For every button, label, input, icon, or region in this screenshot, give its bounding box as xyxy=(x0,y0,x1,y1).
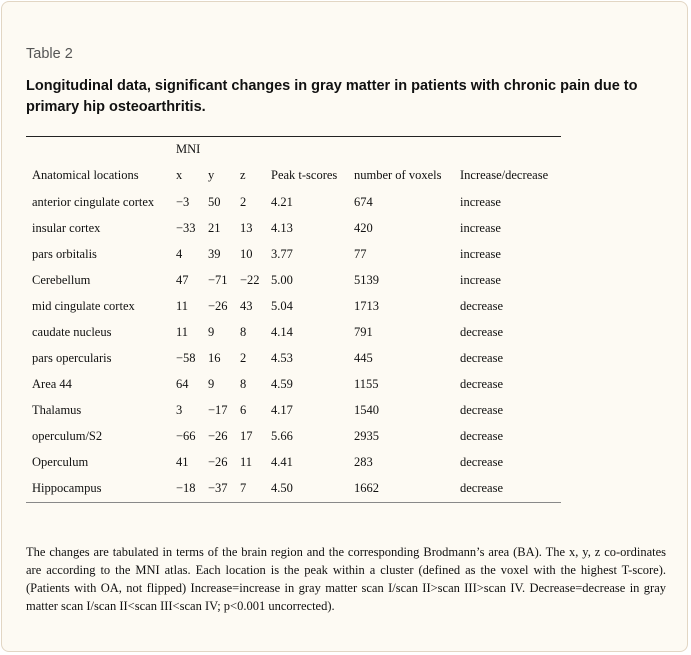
cell-location: pars orbitalis xyxy=(32,247,97,261)
table-row xyxy=(2,429,602,455)
cell-voxels: 1713 xyxy=(354,299,379,313)
cell-y: 16 xyxy=(208,351,221,365)
cell-y: 39 xyxy=(208,247,221,261)
cell-peak-t: 4.13 xyxy=(271,221,293,235)
cell-direction: decrease xyxy=(460,481,504,495)
cell-z: −22 xyxy=(240,273,260,287)
cell-z: 7 xyxy=(240,481,247,495)
cell-direction: increase xyxy=(460,247,501,261)
table-footnote: The changes are tabulated in terms of the brain region and the corresponding Brodmann’s area (BA). The x, y, z co-ordinates are according to the MNI atlas. Each location is the peak within a cluster (defined as the voxel with the highest T-score). (Patients with OA, not flipped) Increase=increase in gray matter scan I/scan II>scan III>scan IV. Decrease=decrease in gray matter scan I/scan II<scan III<scan IV; p<0.001 uncorrected). xyxy=(26,545,666,613)
cell-location: operculum/S2 xyxy=(32,429,103,443)
cell-x: 11 xyxy=(176,299,189,313)
table-row xyxy=(2,377,602,403)
cell-voxels: 791 xyxy=(354,325,373,339)
cell-z: 13 xyxy=(240,221,253,235)
table-row xyxy=(2,481,602,507)
cell-direction: decrease xyxy=(460,429,504,443)
table-row xyxy=(2,299,602,325)
cell-voxels: 1540 xyxy=(354,403,379,417)
table-label: Table 2 xyxy=(26,46,73,62)
cell-direction: increase xyxy=(460,195,501,209)
cell-x: 41 xyxy=(176,455,189,469)
cell-location: insular cortex xyxy=(32,221,101,235)
cell-x: 64 xyxy=(176,377,189,391)
cell-peak-t: 5.00 xyxy=(271,273,293,287)
cell-direction: increase xyxy=(460,221,501,235)
cell-location: Area 44 xyxy=(32,377,72,391)
cell-voxels: 5139 xyxy=(354,273,379,287)
cell-peak-t: 4.17 xyxy=(271,403,293,417)
cell-y: −26 xyxy=(208,299,228,313)
cell-peak-t: 4.21 xyxy=(271,195,293,209)
table-row xyxy=(2,247,602,273)
cell-peak-t: 4.50 xyxy=(271,481,293,495)
cell-voxels: 1155 xyxy=(354,377,379,391)
cell-location: Hippocampus xyxy=(32,481,102,495)
table-row xyxy=(2,195,602,221)
cell-z: 11 xyxy=(240,455,253,469)
cell-direction: decrease xyxy=(460,299,504,313)
cell-y: 50 xyxy=(208,195,221,209)
cell-z: 17 xyxy=(240,429,253,443)
cell-y: 9 xyxy=(208,377,215,391)
cell-location: Thalamus xyxy=(32,403,82,417)
cell-y: −71 xyxy=(208,273,228,287)
cell-z: 2 xyxy=(240,195,247,209)
col-header-location: Anatomical locations xyxy=(32,168,139,182)
cell-peak-t: 3.77 xyxy=(271,247,293,261)
cell-y: −17 xyxy=(208,403,228,417)
cell-voxels: 674 xyxy=(354,195,373,209)
cell-location: Operculum xyxy=(32,455,89,469)
mni-group-header: MNI xyxy=(176,142,201,156)
top-rule xyxy=(26,136,561,137)
col-header-y: y xyxy=(208,168,215,182)
cell-x: 4 xyxy=(176,247,183,261)
cell-z: 10 xyxy=(240,247,253,261)
cell-peak-t: 4.41 xyxy=(271,455,293,469)
cell-direction: decrease xyxy=(460,403,504,417)
cell-x: −18 xyxy=(176,481,196,495)
cell-peak-t: 4.53 xyxy=(271,351,293,365)
table-row xyxy=(2,351,602,377)
table-row xyxy=(2,221,602,247)
cell-z: 2 xyxy=(240,351,247,365)
cell-voxels: 77 xyxy=(354,247,367,261)
col-header-z: z xyxy=(240,168,246,182)
cell-direction: decrease xyxy=(460,351,504,365)
cell-location: mid cingulate cortex xyxy=(32,299,135,313)
cell-location: caudate nucleus xyxy=(32,325,112,339)
table-row xyxy=(2,325,602,351)
col-header-direction: Increase/decrease xyxy=(460,168,549,182)
cell-location: pars opercularis xyxy=(32,351,112,365)
cell-direction: decrease xyxy=(460,325,504,339)
cell-x: 47 xyxy=(176,273,189,287)
col-header-x: x xyxy=(176,168,183,182)
cell-peak-t: 4.59 xyxy=(271,377,293,391)
cell-x: −3 xyxy=(176,195,190,209)
cell-voxels: 420 xyxy=(354,221,373,235)
cell-x: −33 xyxy=(176,221,196,235)
cell-voxels: 283 xyxy=(354,455,373,469)
cell-z: 8 xyxy=(240,325,247,339)
col-header-voxels: number of voxels xyxy=(354,168,442,182)
cell-voxels: 1662 xyxy=(354,481,379,495)
cell-x: 11 xyxy=(176,325,189,339)
cell-z: 6 xyxy=(240,403,247,417)
cell-y: −26 xyxy=(208,429,228,443)
cell-peak-t: 5.66 xyxy=(271,429,293,443)
cell-y: 21 xyxy=(208,221,221,235)
cell-x: −58 xyxy=(176,351,196,365)
table-row xyxy=(2,273,602,299)
cell-direction: increase xyxy=(460,273,501,287)
cell-x: 3 xyxy=(176,403,183,417)
cell-z: 8 xyxy=(240,377,247,391)
table-panel xyxy=(1,1,688,652)
cell-voxels: 445 xyxy=(354,351,373,365)
cell-x: −66 xyxy=(176,429,196,443)
cell-y: −37 xyxy=(208,481,228,495)
cell-voxels: 2935 xyxy=(354,429,379,443)
cell-y: 9 xyxy=(208,325,215,339)
cell-peak-t: 5.04 xyxy=(271,299,293,313)
cell-y: −26 xyxy=(208,455,228,469)
cell-location: Cerebellum xyxy=(32,273,91,287)
cell-peak-t: 4.14 xyxy=(271,325,293,339)
cell-direction: decrease xyxy=(460,455,504,469)
bottom-rule xyxy=(26,502,561,503)
cell-direction: decrease xyxy=(460,377,504,391)
cell-z: 43 xyxy=(240,299,253,313)
table-row xyxy=(2,403,602,429)
col-header-peak-t: Peak t-scores xyxy=(271,168,338,182)
cell-location: anterior cingulate cortex xyxy=(32,195,155,209)
table-caption: Longitudinal data, significant changes in gray matter in patients with chronic pain due to primary hip osteoarthritis. xyxy=(26,78,638,115)
table-row xyxy=(2,455,602,481)
